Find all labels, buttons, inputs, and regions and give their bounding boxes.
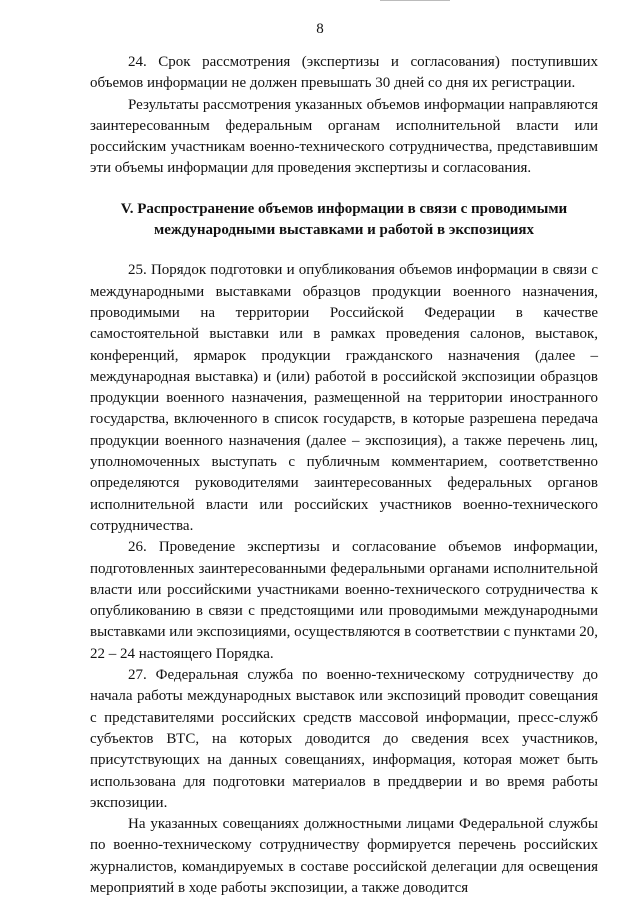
paragraph-25: 25. Порядок подготовки и опубликования объемов информации в связи с международными выставками образцов продукции военного назначения, проводимыми на территории Российской Федерации в качестве самостоятельной выставки или в рамках проведения салонов, выставок, конференций, ярмарок продукции гражданского назначения (далее – международная выставка) и (или) работой в российской экспозиции образцов продукции военного назначения, размещенной на территории иностранного государства, включенного в список государств, в которые разрешена передача продукции военного назначения (далее – экспозиция), а также перечень лиц, уполномоченных выступать с публичным комментарием, соответственно определяются руководителями заинтересованных федеральных органов исполнительной власти или российских участников военно-технического сотрудничества. — [90, 262, 598, 534]
section-heading-v: V. Распространение объемов информации в связи с проводимыми международными выставками и работой в экспозициях — [120, 200, 568, 239]
paragraph-27: 27. Федеральная служба по военно-техническому сотрудничеству до начала работы международных выставок или экспозиций проводит совещания с представителями российских средств массовой информации, пресс-служб субъектов ВТС, на которых доводится до сведения всех участников, присутствующих на данных совещаниях, информация, которая может быть использована для подготовки материалов в преддверии и во время работы экспозиции. — [90, 667, 598, 811]
document-body — [90, 52, 598, 899]
paragraph-27-meetings: На указанных совещаниях должностными лицами Федеральной службы по военно-техническому сотрудничеству формируется перечень российских журналистов, командируемых в составе российской делегации для освещения мероприятий в ходе работы экспозиции, а также доводится — [90, 816, 598, 896]
paragraph-24: 24. Срок рассмотрения (экспертизы и согласования) поступивших объемов информации не должен превышать 30 дней со дня их регистрации. — [90, 54, 598, 92]
page-number: 8 — [316, 21, 324, 37]
paragraph-26: 26. Проведение экспертизы и согласование объемов информации, подготовленных заинтересованными федеральными органами исполнительной власти или российскими участниками военно-технического сотрудничества к опубликованию в связи с предстоящими или проводимыми международными выставками или экспозициями, осуществляются в соответствии с пунктами 20, 22 – 24 настоящего Порядка. — [90, 539, 598, 662]
paragraph-24-results: Результаты рассмотрения указанных объемов информации направляются заинтересованным федеральным органам исполнительной власти или российским участникам военно-технического сотрудничества, представившим эти объемы информации для проведения экспертизы и согласования. — [90, 96, 598, 177]
scan-edge-mark — [380, 0, 450, 3]
